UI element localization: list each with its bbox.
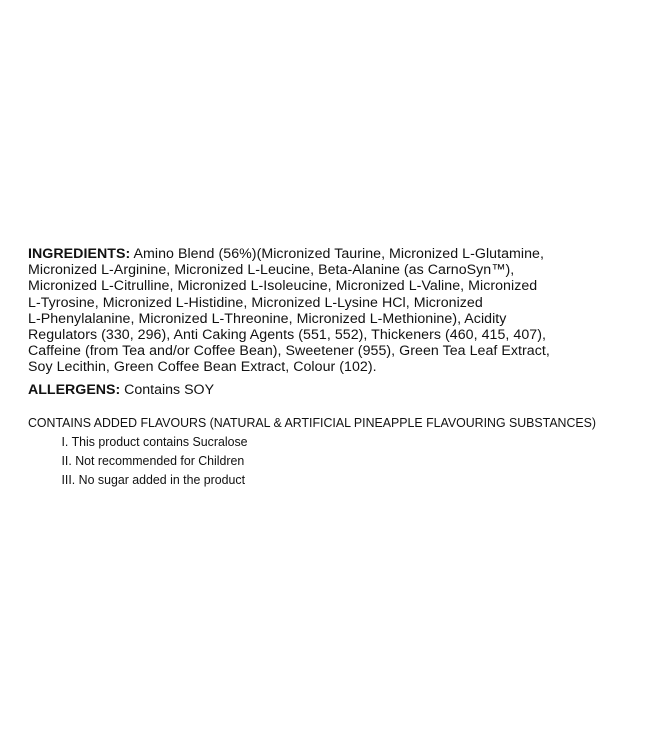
ingredients-line-4: L-Tyrosine, Micronized L-Histidine, Micronized L-Lysine HCl, Micronized [28, 294, 483, 311]
flavours-section [28, 413, 605, 489]
allergens-heading: ALLERGENS: [28, 381, 121, 398]
ingredients-line-3: Micronized L-Citrulline, Micronized L-Isoleucine, Micronized L-Valine, Micronized [28, 278, 538, 295]
ingredients-text: Amino Blend (56%)(Micronized Taurine, Micronized L-Glutamine, [130, 246, 544, 262]
ingredients-line-1 [28, 246, 638, 262]
allergens-text: Contains SOY [120, 381, 215, 398]
ingredients-line-6: Regulators (330, 296), Anti Caking Agents (551, 552), Thickeners (460, 415, 407), [28, 327, 546, 344]
ingredients-heading: INGREDIENTS: [28, 246, 131, 262]
ingredients-line-2: Micronized L-Arginine, Micronized L-Leucine, Beta-Alanine (as CarnoSyn™), [28, 262, 515, 279]
ingredients-paragraph [28, 246, 638, 376]
list-item: I. This product contains Sucralose [61, 434, 248, 449]
list-item: III. No sugar added in the product [61, 472, 246, 487]
flavours-title: CONTAINS ADDED FLAVOURS (NATURAL & ARTIFICIAL PINEAPPLE FLAVOURING SUBSTANCES) [28, 415, 597, 430]
ingredients-line-7: Caffeine (from Tea and/or Coffee Bean), Sweetener (955), Green Tea Leaf Extract, [28, 343, 550, 360]
label-text-block [28, 246, 638, 398]
ingredients-line-8: Soy Lecithin, Green Coffee Bean Extract, Colour (102). [28, 359, 377, 376]
list-item: II. Not recommended for Children [61, 453, 245, 468]
allergens-paragraph [28, 382, 638, 398]
flavours-list [28, 432, 605, 489]
ingredients-line-5: L-Phenylalanine, Micronized L-Threonine, Micronized L-Methionine), Acidity [28, 310, 507, 327]
